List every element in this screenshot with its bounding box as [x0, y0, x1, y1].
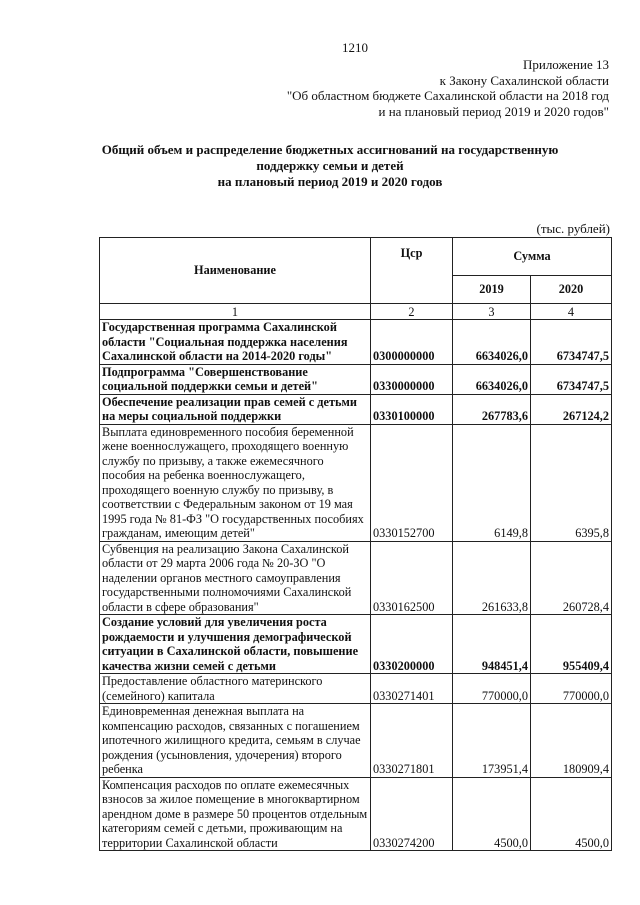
- row-value-2019-cell: 6634026,0: [453, 320, 531, 365]
- row-code-cell: 0330271801: [371, 704, 453, 778]
- row-code-cell: 0330274200: [371, 777, 453, 851]
- header-name: Наименование: [100, 238, 371, 304]
- budget-table: [99, 237, 612, 851]
- header-sum: Сумма: [453, 238, 612, 276]
- row-value-2020-cell: 6734747,5: [531, 320, 612, 365]
- row-code-cell: 0300000000: [371, 320, 453, 365]
- row-name-cell: Компенсация расходов по оплате ежемесячных взносов за жилое помещение в многоквартирном арендном доме в размере 50 процентов отдельным категориям семей с детьми, проживающим на территории Сахалинской области: [100, 777, 371, 851]
- annex-line: Приложение 13: [522, 57, 609, 72]
- row-value-2020-cell: 6734747,5: [531, 364, 612, 394]
- table-row: [100, 541, 612, 615]
- annex-line: "Об областном бюджете Сахалинской области на 2018 год: [286, 88, 609, 103]
- row-code-cell: 0330200000: [371, 615, 453, 674]
- row-value-2019-cell: 261633,8: [453, 541, 531, 615]
- row-value-2020-cell: 267124,2: [531, 394, 612, 424]
- row-name-cell: Предоставление областного материнского (семейного) капитала: [100, 674, 371, 704]
- table-row: [100, 394, 612, 424]
- index-row: [100, 304, 612, 320]
- document-title: [60, 142, 600, 190]
- table-row: [100, 364, 612, 394]
- row-code-cell: 0330162500: [371, 541, 453, 615]
- title-line: на плановый период 2019 и 2020 годов: [217, 174, 443, 189]
- header-2020: 2020: [531, 276, 612, 304]
- row-name-cell: Единовременная денежная выплата на компенсацию расходов, связанных с погашением ипотечного жилищного кредита, семьям в случае рождения (усыновления, удочерения) второго ребенка: [100, 704, 371, 778]
- row-name-cell: Выплата единовременного пособия беременной жене военнослужащего, проходящего военную службу по призыву, а также ежемесячного пособия на ребенка военнослужащего, проходящего военную службу по призыву, в соответствии с Федеральным законом от 19 мая 1995 года № 81-ФЗ "О государственных пособиях гражданам, имеющим детей": [100, 424, 371, 541]
- row-name-cell: Подпрограмма "Совершенствование социальной поддержки семьи и детей": [100, 364, 371, 394]
- annex-line: и на плановый период 2019 и 2020 годов": [378, 103, 609, 119]
- row-code-cell: 0330271401: [371, 674, 453, 704]
- row-name-cell: Субвенция на реализацию Закона Сахалинской области от 29 марта 2006 года № 20-ЗО "О наделении органов местного самоуправления государственными полномочиями Сахалинской области в сфере образования": [100, 541, 371, 615]
- row-value-2019-cell: 267783,6: [453, 394, 531, 424]
- table-row: [100, 674, 612, 704]
- header-code: Цср: [371, 238, 453, 304]
- row-value-2020-cell: 955409,4: [531, 615, 612, 674]
- page-number: 1210: [342, 40, 368, 55]
- table-row: [100, 777, 612, 851]
- annex-header: [287, 57, 609, 119]
- units-label: (тыс. рублей): [536, 221, 610, 236]
- table-row: [100, 320, 612, 365]
- title-line: поддержку семьи и детей: [256, 158, 404, 173]
- row-value-2019-cell: 770000,0: [453, 674, 531, 704]
- index-cell: 3: [453, 304, 531, 320]
- row-value-2019-cell: 173951,4: [453, 704, 531, 778]
- row-value-2020-cell: 4500,0: [531, 777, 612, 851]
- table-row: [100, 424, 612, 541]
- row-value-2020-cell: 260728,4: [531, 541, 612, 615]
- row-value-2019-cell: 4500,0: [453, 777, 531, 851]
- row-value-2019-cell: 6149,8: [453, 424, 531, 541]
- header-2019: 2019: [453, 276, 531, 304]
- row-code-cell: 0330152700: [371, 424, 453, 541]
- row-code-cell: 0330100000: [371, 394, 453, 424]
- row-value-2019-cell: 948451,4: [453, 615, 531, 674]
- row-value-2020-cell: 770000,0: [531, 674, 612, 704]
- table-row: [100, 704, 612, 778]
- index-cell: 4: [531, 304, 612, 320]
- row-value-2019-cell: 6634026,0: [453, 364, 531, 394]
- row-name-cell: Создание условий для увеличения роста рождаемости и улучшения демографической ситуации в Сахалинской области, повышение качества жизни семей с детьми: [100, 615, 371, 674]
- row-code-cell: 0330000000: [371, 364, 453, 394]
- table-row: [100, 615, 612, 674]
- title-line: Общий объем и распределение бюджетных ассигнований на государственную: [101, 142, 559, 157]
- index-cell: 1: [100, 304, 371, 320]
- annex-line: к Закону Сахалинской области: [439, 72, 609, 88]
- row-name-cell: Государственная программа Сахалинской области "Социальная поддержка населения Сахалинской области на 2014-2020 годы": [100, 320, 371, 365]
- row-name-cell: Обеспечение реализации прав семей с детьми на меры социальной поддержки: [100, 394, 371, 424]
- row-value-2020-cell: 180909,4: [531, 704, 612, 778]
- row-value-2020-cell: 6395,8: [531, 424, 612, 541]
- index-cell: 2: [371, 304, 453, 320]
